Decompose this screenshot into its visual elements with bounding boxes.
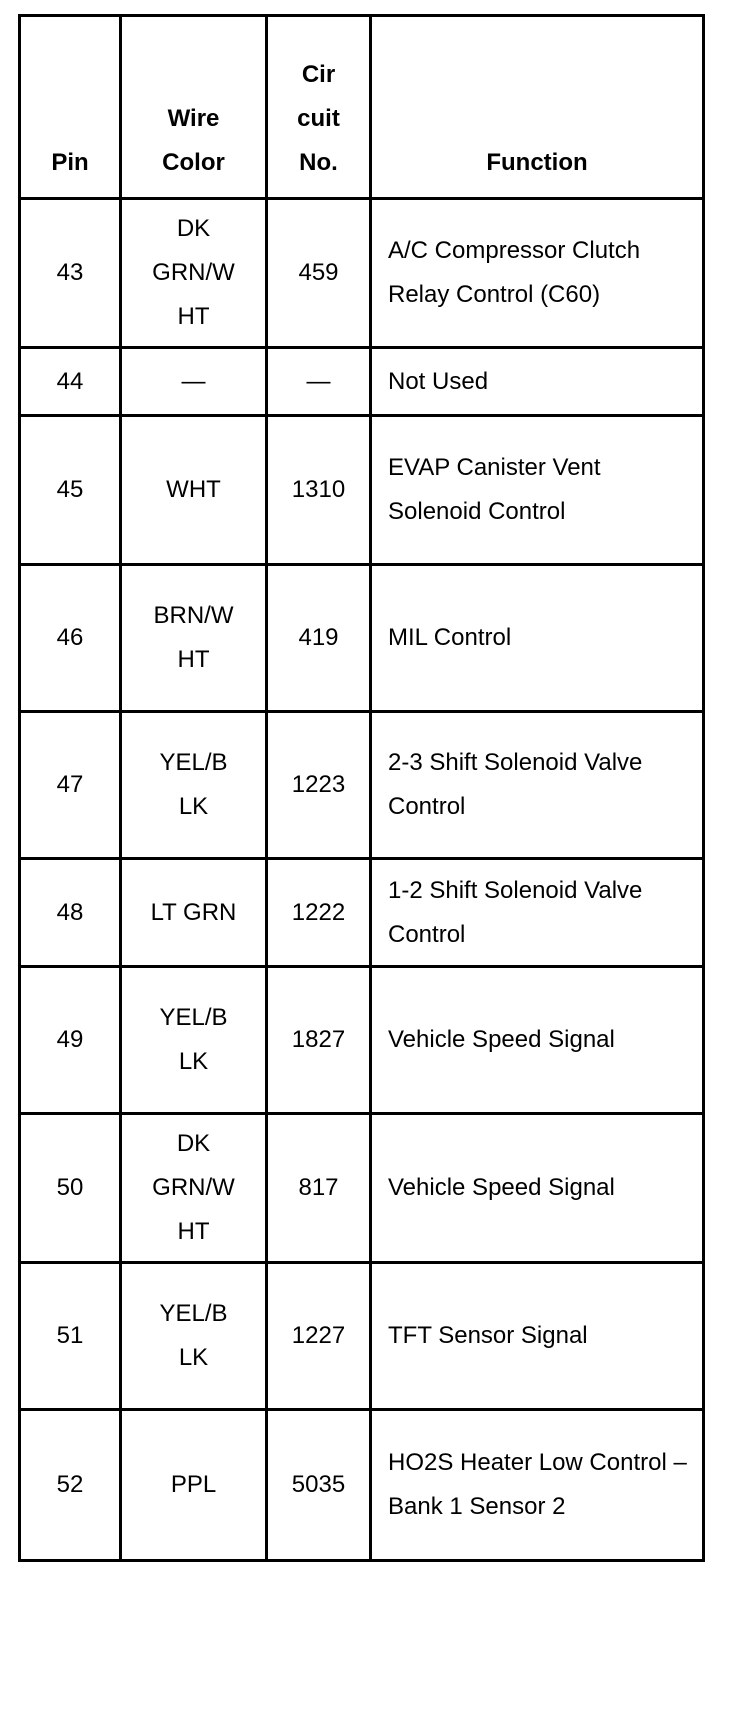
cell-function: HO2S Heater Low Control – Bank 1 Sensor 2 xyxy=(371,1410,704,1561)
cell-circuit: 5035 xyxy=(267,1410,371,1561)
cell-pin: 49 xyxy=(20,967,121,1114)
cell-circuit: 459 xyxy=(267,199,371,348)
cell-pin: 51 xyxy=(20,1263,121,1410)
cell-wire-color xyxy=(121,1114,267,1263)
cell-wire-color xyxy=(121,1263,267,1410)
table-row xyxy=(20,967,704,1114)
cell-circuit: 1223 xyxy=(267,712,371,859)
header-circuit-no xyxy=(267,16,371,199)
cell-wire-color xyxy=(121,199,267,348)
table-row xyxy=(20,712,704,859)
cell-pin: 46 xyxy=(20,565,121,712)
cell-circuit: 1227 xyxy=(267,1263,371,1410)
cell-pin: 43 xyxy=(20,199,121,348)
table-row xyxy=(20,1263,704,1410)
cell-wire-color xyxy=(121,1410,267,1561)
cell-wire-color-text: YEL/B LK xyxy=(159,1004,228,1075)
cell-wire-color xyxy=(121,348,267,416)
header-wire-color-label: Wire Color xyxy=(162,105,225,176)
cell-wire-color-text: WHT xyxy=(166,476,221,503)
cell-function: MIL Control xyxy=(371,565,704,712)
cell-circuit: 1310 xyxy=(267,416,371,565)
cell-function: 1-2 Shift Solenoid Valve Control xyxy=(371,859,704,967)
cell-function: Not Used xyxy=(371,348,704,416)
table-row xyxy=(20,416,704,565)
cell-function: Vehicle Speed Signal xyxy=(371,1114,704,1263)
table-row xyxy=(20,348,704,416)
cell-function: A/C Compressor Clutch Relay Control (C60) xyxy=(371,199,704,348)
cell-circuit: 817 xyxy=(267,1114,371,1263)
cell-wire-color-text: BRN/W HT xyxy=(153,602,234,673)
cell-wire-color-text: — xyxy=(181,367,206,395)
cell-circuit: 1827 xyxy=(267,967,371,1114)
table-row xyxy=(20,859,704,967)
table-row xyxy=(20,199,704,348)
cell-wire-color xyxy=(121,859,267,967)
cell-wire-color-text: YEL/B LK xyxy=(159,749,228,820)
cell-pin: 47 xyxy=(20,712,121,859)
cell-wire-color-text: LT GRN xyxy=(150,898,237,926)
cell-wire-color-text: PPL xyxy=(170,1471,217,1498)
cell-function: TFT Sensor Signal xyxy=(371,1263,704,1410)
cell-wire-color xyxy=(121,967,267,1114)
cell-wire-color-text: DK GRN/W HT xyxy=(152,1130,235,1245)
cell-circuit: 419 xyxy=(267,565,371,712)
table-row xyxy=(20,1114,704,1263)
table-body xyxy=(20,199,704,1561)
cell-wire-color xyxy=(121,416,267,565)
header-row xyxy=(20,16,704,199)
cell-wire-color xyxy=(121,565,267,712)
header-function: Function xyxy=(371,16,704,199)
cell-pin: 44 xyxy=(20,348,121,416)
cell-wire-color xyxy=(121,712,267,859)
table-row xyxy=(20,565,704,712)
cell-pin: 48 xyxy=(20,859,121,967)
header-wire-color xyxy=(121,16,267,199)
cell-pin: 45 xyxy=(20,416,121,565)
cell-circuit: 1222 xyxy=(267,859,371,967)
cell-function: EVAP Canister Vent Solenoid Control xyxy=(371,416,704,565)
cell-wire-color-text: DK GRN/W HT xyxy=(152,215,235,330)
table-row xyxy=(20,1410,704,1561)
cell-wire-color-text: YEL/B LK xyxy=(159,1300,228,1371)
cell-circuit: — xyxy=(267,348,371,416)
pin-function-table xyxy=(18,14,705,1562)
cell-pin: 52 xyxy=(20,1410,121,1561)
cell-pin: 50 xyxy=(20,1114,121,1263)
header-circuit-no-label: Cir cuit No. xyxy=(297,61,340,176)
cell-function: 2-3 Shift Solenoid Valve Control xyxy=(371,712,704,859)
header-pin: Pin xyxy=(20,16,121,199)
cell-function: Vehicle Speed Signal xyxy=(371,967,704,1114)
